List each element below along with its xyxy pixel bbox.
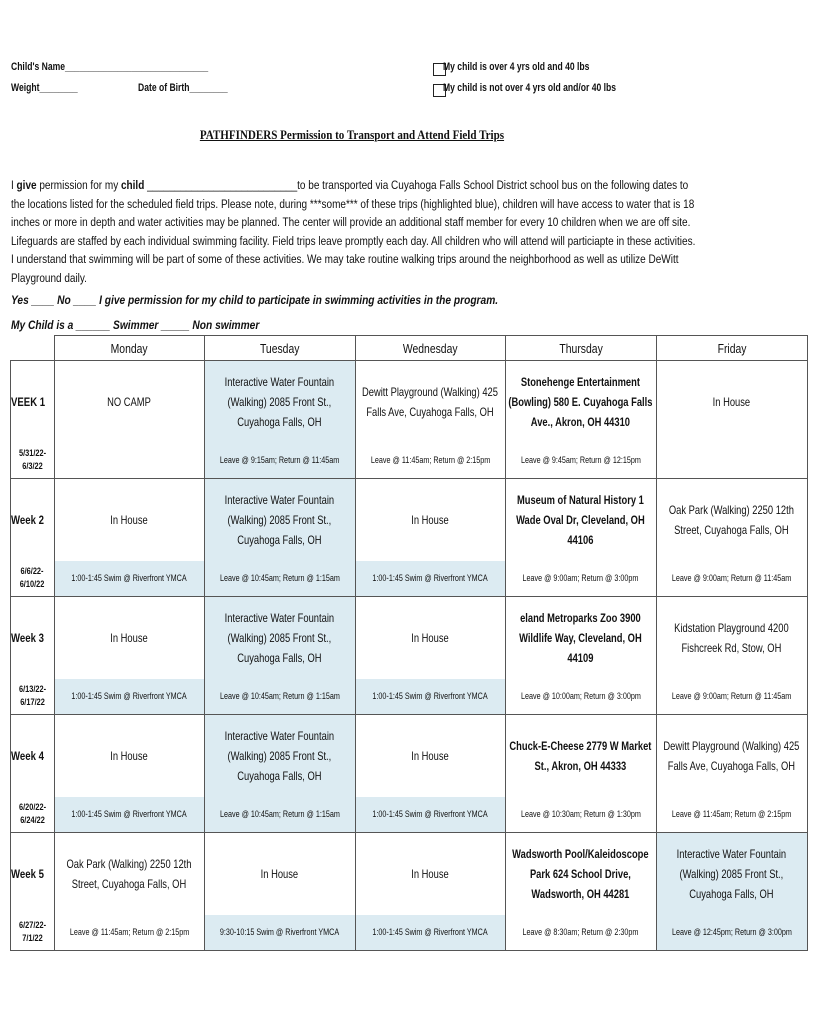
- trip-cell: [355, 361, 505, 443]
- trip-cell: [54, 597, 204, 679]
- week-row: [11, 597, 808, 679]
- trip-cell: [204, 597, 355, 679]
- trip-time-note: Leave @ 9:00am; Return @ 11:45am: [656, 561, 807, 597]
- trip-location: In House: [110, 748, 149, 763]
- week-note-row: [11, 915, 808, 951]
- week-dates: 6/6/22- 6/10/22: [11, 561, 55, 597]
- trip-location: In House: [712, 394, 751, 409]
- trip-time-note: Leave @ 11:45am; Return @ 2:15pm: [656, 797, 807, 833]
- trip-location: In House: [411, 748, 450, 763]
- schedule-table: [10, 335, 808, 951]
- trip-location: Kidstation Playground 4200 Fishcreek Rd, Stow, OH: [674, 620, 789, 655]
- trip-location: Interactive Water Fountain (Walking) 2085 Front St., Cuyahoga Falls, OH: [225, 728, 335, 783]
- checkbox-not-over-label: My child is not over 4 yrs old and/or 40 lbs: [443, 82, 617, 94]
- trip-location: eland Metroparks Zoo 3900 Wildlife Way, Cleveland, OH 44109: [519, 610, 643, 665]
- page-title: PATHFINDERS Permission to Transport and Attend Field Trips: [199, 127, 505, 142]
- day-header: Thursday: [505, 336, 656, 361]
- trip-location: Dewitt Playground (Walking) 425 Falls Ave, Cuyahoga Falls, OH: [362, 384, 499, 419]
- week-note-row: [11, 797, 808, 833]
- trip-cell: [656, 597, 807, 679]
- week-label: Week 5: [11, 833, 55, 915]
- trip-time-note: Leave @ 11:45am; Return @ 2:15pm: [54, 915, 204, 951]
- trip-time-note: Leave @ 9:00am; Return @ 3:00pm: [505, 561, 656, 597]
- week-label: Week 3: [11, 597, 55, 679]
- trip-location: In House: [261, 866, 299, 881]
- trip-location: NO CAMP: [107, 394, 152, 409]
- trip-location: Interactive Water Fountain (Walking) 2085 Front St., Cuyahoga Falls, OH: [225, 374, 335, 429]
- trip-cell: [355, 479, 505, 561]
- trip-location: In House: [411, 866, 450, 881]
- trip-cell: [204, 715, 355, 797]
- trip-time-note: Leave @ 12:45pm; Return @ 3:00pm: [656, 915, 807, 951]
- trip-cell: [54, 715, 204, 797]
- week-note-row: [11, 679, 808, 715]
- trip-time-note: Leave @ 10:45am; Return @ 1:15am: [204, 679, 355, 715]
- week-dates: 6/13/22- 6/17/22: [11, 679, 55, 715]
- trip-time-note: 1:00-1:45 Swim @ Riverfront YMCA: [54, 797, 204, 833]
- trip-time-note: Leave @ 9:00am; Return @ 11:45am: [656, 679, 807, 715]
- trip-location: Wadsworth Pool/Kaleidoscope Park 624 School Drive, Wadsworth, OH 44281: [512, 846, 650, 901]
- trip-time-note: [54, 443, 204, 479]
- trip-cell: [505, 597, 656, 679]
- trip-time-note: Leave @ 9:45am; Return @ 12:15pm: [505, 443, 656, 479]
- week-label: VEEK 1: [11, 361, 55, 443]
- trip-location: Stonehenge Entertainment (Bowling) 580 E. Cuyahoga Falls Ave., Akron, OH 44310: [508, 374, 653, 429]
- para-give: give: [16, 178, 37, 192]
- swim-permission-line[interactable]: Yes ____ No ____ I give permission for my child to participate in swimming activities in the program.: [11, 293, 499, 307]
- trip-time-note: 1:00-1:45 Swim @ Riverfront YMCA: [355, 915, 505, 951]
- para-pre1: I: [11, 178, 17, 192]
- weight-field[interactable]: Weight________: [11, 82, 78, 94]
- para-pre2: permission for my: [36, 178, 121, 192]
- trip-cell: [204, 833, 355, 915]
- trip-time-note: 1:00-1:45 Swim @ Riverfront YMCA: [355, 679, 505, 715]
- trip-time-note: 9:30-10:15 Swim @ Riverfront YMCA: [204, 915, 355, 951]
- trip-location: In House: [411, 512, 450, 527]
- trip-location: Museum of Natural History 1 Wade Oval Dr, Cleveland, OH 44106: [516, 492, 646, 547]
- trip-cell: [656, 833, 807, 915]
- swimmer-status-line[interactable]: My Child is a ______ Swimmer _____ Non swimmer: [11, 318, 260, 332]
- week-row: [11, 833, 808, 915]
- week-row: [11, 361, 808, 443]
- week-note-row: [11, 443, 808, 479]
- week-dates: 5/31/22- 6/3/22: [11, 443, 55, 479]
- trip-location: Chuck-E-Cheese 2779 W Market St., Akron, OH 44333: [509, 738, 652, 773]
- trip-time-note: [656, 443, 807, 479]
- trip-cell: [505, 715, 656, 797]
- trip-location: Dewitt Playground (Walking) 425 Falls Ave, Cuyahoga Falls, OH: [663, 738, 800, 773]
- trip-time-note: Leave @ 8:30am; Return @ 2:30pm: [505, 915, 656, 951]
- permission-paragraph: [11, 176, 696, 288]
- trip-time-note: 1:00-1:45 Swim @ Riverfront YMCA: [355, 797, 505, 833]
- trip-location: In House: [411, 630, 450, 645]
- trip-cell: [54, 361, 204, 443]
- trip-cell: [505, 833, 656, 915]
- week-row: [11, 715, 808, 797]
- trip-time-note: Leave @ 11:45am; Return @ 2:15pm: [355, 443, 505, 479]
- trip-cell: [54, 479, 204, 561]
- trip-cell: [204, 479, 355, 561]
- trip-location: Interactive Water Fountain (Walking) 2085 Front St., Cuyahoga Falls, OH: [225, 492, 335, 547]
- trip-location: Oak Park (Walking) 2250 12th Street, Cuyahoga Falls, OH: [66, 856, 192, 891]
- day-header: Friday: [656, 336, 807, 361]
- trip-location: Interactive Water Fountain (Walking) 2085 Front St., Cuyahoga Falls, OH: [676, 846, 787, 901]
- trip-time-note: 1:00-1:45 Swim @ Riverfront YMCA: [54, 561, 204, 597]
- trip-time-note: Leave @ 10:00am; Return @ 3:00pm: [505, 679, 656, 715]
- trip-cell: [505, 479, 656, 561]
- trip-cell: [54, 833, 204, 915]
- checkbox-over-label: My child is over 4 yrs old and 40 lbs: [443, 61, 590, 73]
- trip-time-note: Leave @ 10:30am; Return @ 1:30pm: [505, 797, 656, 833]
- para-rest: ___________________________to be transported via Cuyahoga Falls School District school bus on the following dates to the locations listed for the scheduled field trips. Please note, during ***some*** of these trips (highlighted blue), children will have access to water that is 18 inches or more in depth and water activities may be planned. The center will provide an additional staff member for every 10 children when we are off site. Lifeguards are staffed by each individual swimming facility. Field trips leave promptly each day. All children who will attend will particiapte in these activities. I understand that swimming will be part of some of these activities. We may take routine walking trips around the neighborhood as well as utilize DeWitt Playground daily.: [11, 178, 696, 285]
- para-child: child: [120, 178, 145, 192]
- week-dates: 6/20/22- 6/24/22: [11, 797, 55, 833]
- child-name-field[interactable]: Child's Name______________________________: [11, 61, 209, 73]
- day-header: Wednesday: [355, 336, 505, 361]
- week-row: [11, 479, 808, 561]
- trip-time-note: 1:00-1:45 Swim @ Riverfront YMCA: [355, 561, 505, 597]
- trip-location: In House: [110, 512, 149, 527]
- trip-location: Oak Park (Walking) 2250 12th Street, Cuyahoga Falls, OH: [669, 502, 795, 537]
- trip-time-note: Leave @ 10:45am; Return @ 1:15am: [204, 561, 355, 597]
- trip-cell: [656, 361, 807, 443]
- trip-cell: [355, 833, 505, 915]
- trip-cell: [204, 361, 355, 443]
- trip-time-note: Leave @ 9:15am; Return @ 11:45am: [204, 443, 355, 479]
- trip-cell: [355, 597, 505, 679]
- corner-cell: [11, 336, 55, 361]
- trip-cell: [505, 361, 656, 443]
- week-note-row: [11, 561, 808, 597]
- trip-time-note: Leave @ 10:45am; Return @ 1:15am: [204, 797, 355, 833]
- week-label: Week 4: [11, 715, 55, 797]
- trip-cell: [656, 479, 807, 561]
- table-header-row: [11, 336, 808, 361]
- trip-cell: [355, 715, 505, 797]
- week-label: Week 2: [11, 479, 55, 561]
- trip-cell: [656, 715, 807, 797]
- trip-time-note: 1:00-1:45 Swim @ Riverfront YMCA: [54, 679, 204, 715]
- day-header: Tuesday: [204, 336, 355, 361]
- dob-field[interactable]: Date of Birth________: [138, 82, 228, 94]
- day-header: Monday: [54, 336, 204, 361]
- trip-location: Interactive Water Fountain (Walking) 2085 Front St., Cuyahoga Falls, OH: [225, 610, 335, 665]
- trip-location: In House: [110, 630, 149, 645]
- week-dates: 6/27/22- 7/1/22: [11, 915, 55, 951]
